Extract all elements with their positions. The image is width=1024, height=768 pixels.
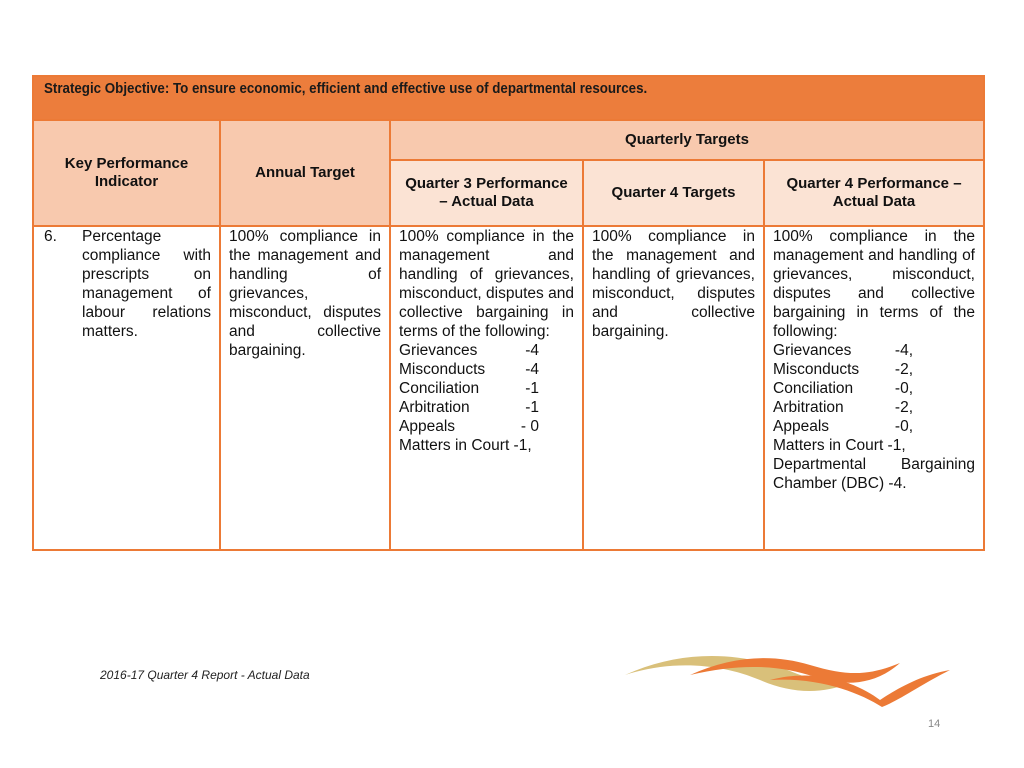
- kpi-text: Percentage compliance with prescripts on management of labour relations matters.: [82, 228, 211, 340]
- item-value: -4,: [894, 342, 913, 359]
- performance-table: [32, 75, 985, 551]
- item-label: Appeals: [399, 418, 456, 435]
- page-number: 14: [928, 718, 941, 730]
- item-label: Conciliation: [399, 380, 480, 397]
- q3-items: [399, 341, 574, 436]
- header-q4-performance: Quarter 4 Performance – Actual Data: [764, 160, 984, 226]
- q4-performance-cell: [764, 226, 984, 550]
- q4-intro: 100% compliance in the management and handling of grievances, misconduct, disputes and collective bargaining in terms of the following:: [773, 228, 975, 340]
- list-item: [773, 398, 913, 417]
- q4-targets-cell: [583, 226, 764, 550]
- list-item: [773, 417, 913, 436]
- q3-intro: 100% compliance in the management and handling of grievances, misconduct, disputes and collective bargaining in terms of the following:: [399, 228, 574, 340]
- item-value: -2,: [894, 361, 913, 378]
- list-item: [399, 360, 539, 379]
- q4-dbc: Departmental Bargaining Chamber (DBC) -4.: [773, 456, 975, 492]
- header-q4-targets: Quarter 4 Targets: [583, 160, 764, 226]
- annual-target-text: 100% compliance in the management and handling of grievances, misconduct, disputes and collective bargaining.: [229, 228, 381, 359]
- item-label: Conciliation: [773, 380, 854, 397]
- q4-items: [773, 341, 975, 436]
- header-annual-target: Annual Target: [220, 120, 390, 226]
- list-item: [399, 417, 539, 436]
- annual-target-cell: [220, 226, 390, 550]
- list-item: [399, 398, 539, 417]
- item-value: -2,: [894, 399, 913, 416]
- list-item: [773, 379, 913, 398]
- q3-performance-cell: [390, 226, 583, 550]
- item-value: - 0: [520, 418, 539, 435]
- list-item: [399, 379, 539, 398]
- item-label: Appeals: [773, 418, 830, 435]
- q4-target-text: 100% compliance in the management and handling of grievances, misconduct, disputes and collective bargaining.: [592, 228, 755, 340]
- footer-text: 2016-17 Quarter 4 Report - Actual Data: [100, 668, 310, 682]
- item-label: Grievances: [399, 342, 478, 359]
- item-label: Arbitration: [773, 399, 844, 416]
- item-value: -1: [525, 380, 539, 397]
- header-q3-performance: Quarter 3 Performance – Actual Data: [390, 160, 583, 226]
- list-item: [773, 360, 913, 379]
- item-value: -4: [525, 342, 539, 359]
- header-quarterly-targets: Quarterly Targets: [390, 120, 984, 160]
- item-label: Misconducts: [773, 361, 860, 378]
- item-label: Grievances: [773, 342, 852, 359]
- list-item: [773, 341, 913, 360]
- item-label: Arbitration: [399, 399, 470, 416]
- q4-court: Matters in Court -1,: [773, 437, 906, 454]
- list-item: [399, 341, 539, 360]
- item-value: -0,: [894, 380, 913, 397]
- brand-swoosh-logo: [620, 645, 950, 715]
- row-number: 6.: [44, 228, 57, 245]
- strategic-objective: Strategic Objective: To ensure economic, efficient and effective use of departmental resources.: [33, 76, 984, 120]
- item-value: -1: [525, 399, 539, 416]
- kpi-cell: [33, 226, 220, 550]
- item-value: -0,: [894, 418, 913, 435]
- q3-court: Matters in Court -1,: [399, 437, 532, 454]
- header-kpi: Key Performance Indicator: [33, 120, 220, 226]
- item-label: Misconducts: [399, 361, 486, 378]
- item-value: -4: [525, 361, 539, 378]
